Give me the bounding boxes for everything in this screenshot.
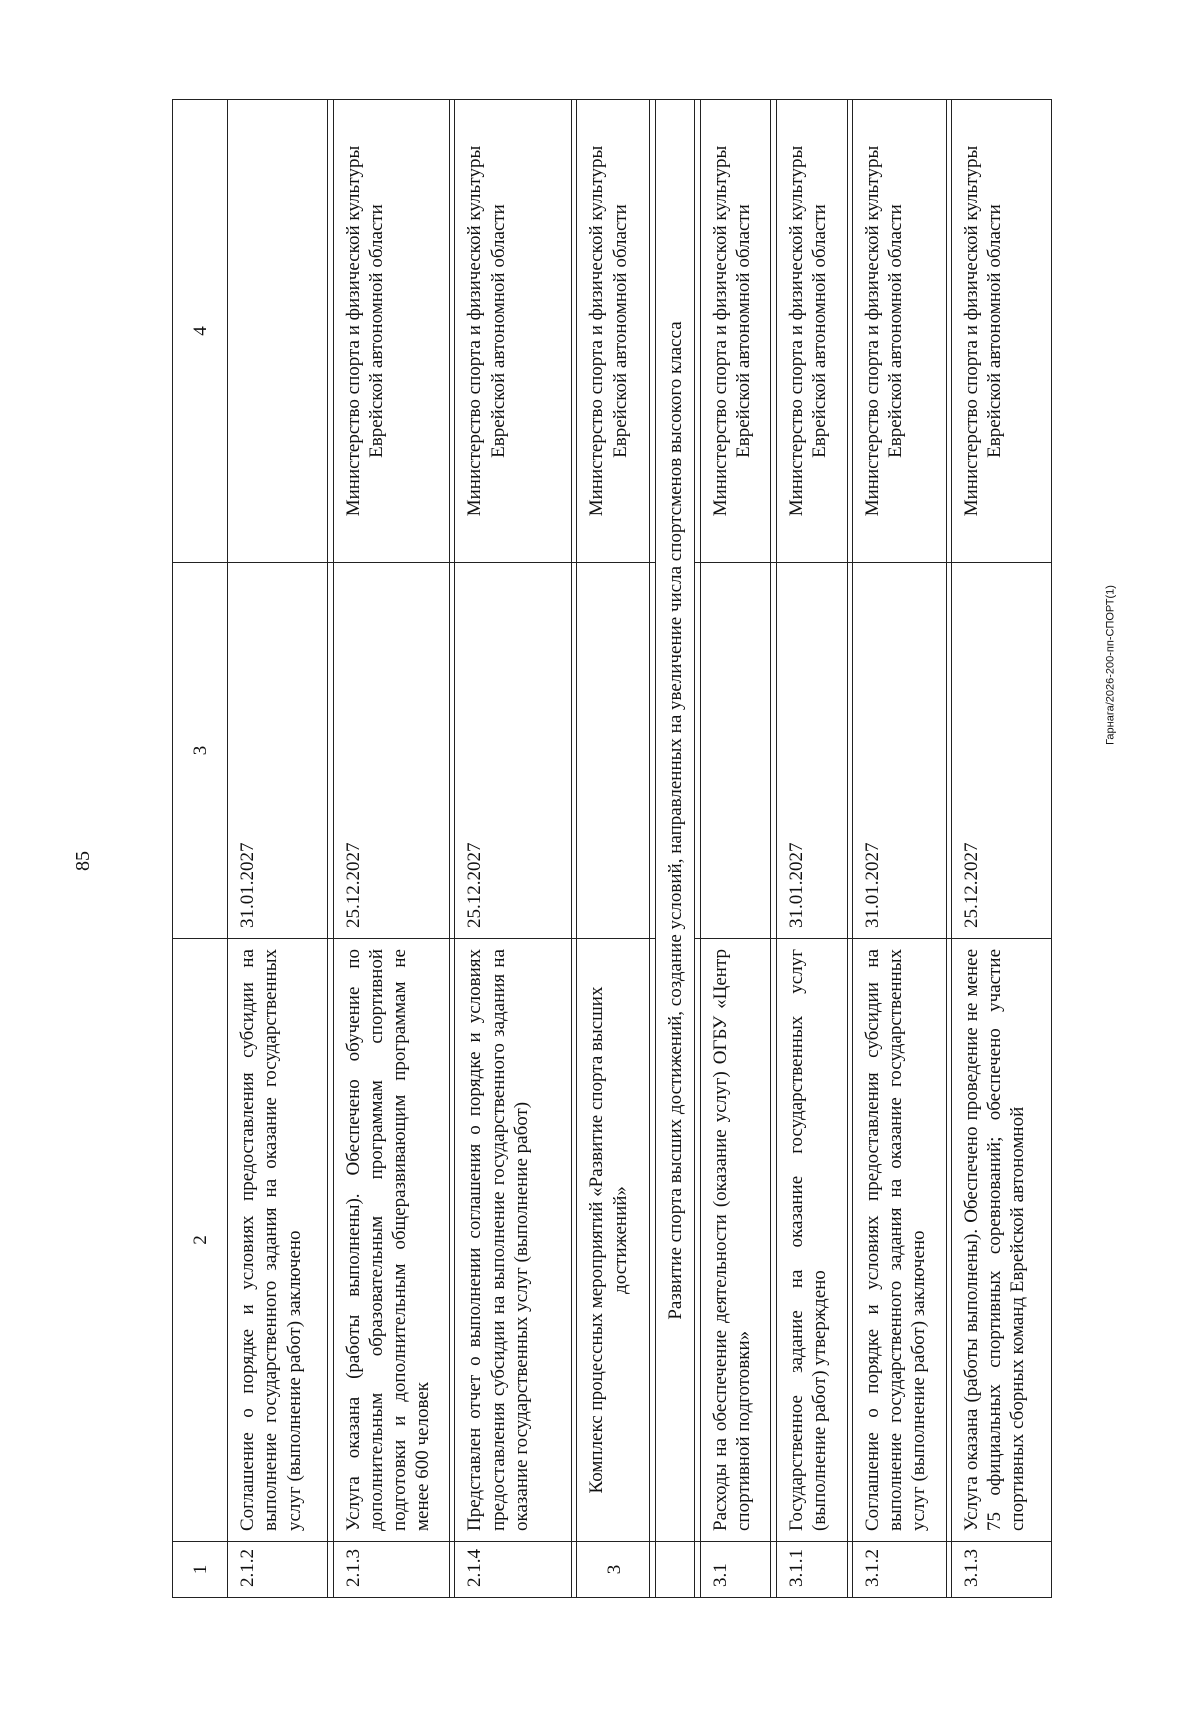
activities-table — [172, 99, 1052, 1598]
document-code — [1088, 560, 1134, 770]
row-date: 25.12.2027 — [333, 563, 450, 939]
row-date: 25.12.2027 — [455, 563, 572, 939]
row-date: 31.01.2027 — [852, 563, 946, 939]
row-text: Услуга оказана (работы выполнены). Обеспечено проведение не менее 75 официальных спортивных соревнований; обеспечено участие спортивных сборных команд Еврейской автономной — [951, 939, 1051, 1542]
header-cell-4: 4 — [173, 100, 228, 563]
row-date: 31.01.2027 — [228, 563, 328, 939]
document-code-text: Гарнага/2026-200-пп-СПОРТ(1) — [1104, 585, 1117, 745]
header-cell-2: 2 — [173, 939, 228, 1542]
section-title: Развитие спорта высших достижений, создание условий, направленных на увеличение числа спортсменов высокого класса — [655, 100, 695, 1542]
row-number: 3.1 — [700, 1542, 771, 1598]
table-row — [700, 100, 771, 1598]
rotated-table-wrapper — [172, 100, 1052, 1598]
row-date — [577, 563, 650, 939]
page-number-text: 85 — [72, 851, 94, 871]
row-number: 3.1.2 — [852, 1542, 946, 1598]
row-text: Расходы на обеспечение деятельности (оказание услуг) ОГБУ «Центр спортивной подготовки» — [700, 939, 771, 1542]
table-row — [951, 100, 1051, 1598]
row-executor: Министерство спорта и физической культуры Еврейской автономной области — [700, 100, 771, 563]
row-executor: Министерство спорта и физической культуры Еврейской автономной области — [951, 100, 1051, 563]
table-row — [577, 100, 650, 1598]
row-date — [700, 563, 771, 939]
page-number — [60, 811, 106, 911]
header-cell-3: 3 — [173, 563, 228, 939]
row-executor: Министерство спорта и физической культуры Еврейской автономной области — [852, 100, 946, 563]
table-row-merged — [655, 100, 695, 1598]
row-number: 3 — [577, 1542, 650, 1598]
table-header-row — [173, 100, 228, 1598]
row-executor: Министерство спорта и физической культуры Еврейской автономной области — [455, 100, 572, 563]
row-text: Соглашение о порядке и условиях предоставления субсидии на выполнение государственного задания на оказание государственных услуг (выполнение работ) заключено — [852, 939, 946, 1542]
row-date: 31.01.2027 — [776, 563, 847, 939]
table-row — [455, 100, 572, 1598]
row-number: 2.1.3 — [333, 1542, 450, 1598]
table-row — [228, 100, 328, 1598]
row-text: Услуга оказана (работы выполнены). Обеспечено обучение по дополнительным образовательным программам спортивной подготовки и дополнительным общеразвивающим программам не менее 600 человек — [333, 939, 450, 1542]
row-text: Соглашение о порядке и условиях предоставления субсидии на выполнение государственного задания на оказание государственных услуг (выполнение работ) заключено — [228, 939, 328, 1542]
header-cell-1: 1 — [173, 1542, 228, 1598]
row-number: 3.1.3 — [951, 1542, 1051, 1598]
row-executor: Министерство спорта и физической культуры Еврейской автономной области — [776, 100, 847, 563]
row-executor: Министерство спорта и физической культуры Еврейской автономной области — [577, 100, 650, 563]
table-row — [852, 100, 946, 1598]
table-row — [333, 100, 450, 1598]
row-number: 2.1.4 — [455, 1542, 572, 1598]
row-text: Государственное задание на оказание государственных услуг (выполнение работ) утверждено — [776, 939, 847, 1542]
table-row — [776, 100, 847, 1598]
row-text: Представлен отчет о выполнении соглашения о порядке и условиях предоставления субсидии на выполнение государственного задания на оказание государственных услуг (выполнение работ) — [455, 939, 572, 1542]
row-executor: Министерство спорта и физической культуры Еврейской автономной области — [333, 100, 450, 563]
row-executor — [228, 100, 328, 563]
row-date: 25.12.2027 — [951, 563, 1051, 939]
row-number: 3.1.1 — [776, 1542, 847, 1598]
row-number-empty — [655, 1542, 695, 1598]
row-number: 2.1.2 — [228, 1542, 328, 1598]
row-text: Комплекс процессных мероприятий «Развитие спорта высших достижений» — [577, 939, 650, 1542]
